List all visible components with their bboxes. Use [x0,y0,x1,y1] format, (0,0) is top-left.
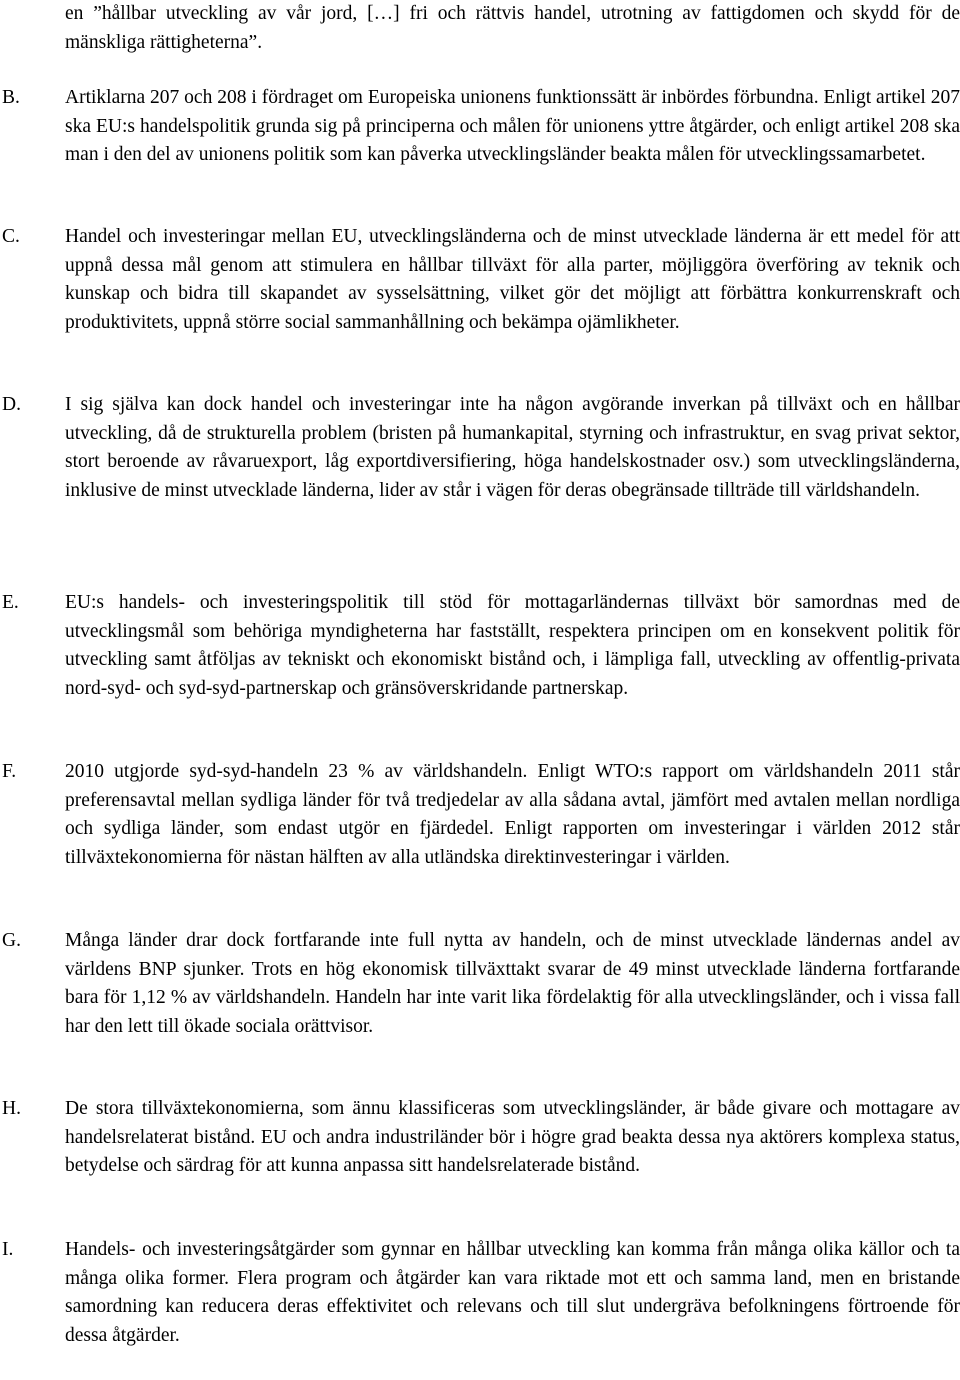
paragraph-text: Handels- och investeringsåtgärder som gynnar en hållbar utveckling kan komma från många olika källor och ta många olika former. Flera program och åtgärder kan vara riktade mot ett och samma land, men en bristande samordning kan reducera deras effektivitet och relevans och till slut undergräva befolkningens förtroende för dessa åtgärder. [65,1239,960,1346]
paragraph-h [0,1095,960,1181]
paragraph-text: Artiklarna 207 och 208 i fördraget om Europeiska unionens funktionssätt är inbördes förbundna. Enligt artikel 207 ska EU:s handelspolitik grunda sig på principerna och målen för unionens yttre åtgärder, och enligt artikel 208 ska man i den del av unionens politik som kan påverka utvecklingsländer beakta målen för utvecklingssamarbetet. [65,87,960,165]
paragraph-b [0,84,960,170]
paragraph-f [0,758,960,872]
paragraph-e [0,589,960,703]
paragraph-text: EU:s handels- och investeringspolitik till stöd för mottagarländernas tillväxt bör samordnas med de utvecklingsmål som behöriga myndigheterna har fastställt, respektera principen om en konsekvent politik för utveckling samt åtföljas av tekniskt och ekonomiskt bistånd och, i lämpliga fall, utveckling av offentlig-privata nord-syd- och syd-syd-partnerskap och gränsöverskridande partnerskap. [65,592,960,699]
paragraph-g [0,927,960,1041]
paragraph-text: Handel och investeringar mellan EU, utvecklingsländerna och de minst utvecklade länderna är ett medel för att uppnå dessa mål genom att stimulera en hållbar tillväxt för alla parter, möjliggöra överföring av teknik och kunskap och bidra till skapandet av sysselsättning, vilket gör det möjligt att förbättra konkurrenskraft och produktivitets, uppnå större social sammanhållning och bekämpa ojämlikheter. [65,226,960,333]
paragraph-text: Många länder drar dock fortfarande inte full nytta av handeln, och de minst utvecklade ländernas andel av världens BNP sjunker. Trots en hög ekonomisk tillväxttakt svarar de 49 minst utvecklade länderna fortfarande bara för 1,12 % av världshandeln. Handeln har inte varit lika fördelaktig för alla utvecklingsländer, och i vissa fall har den lett till ökade sociala orättvisor. [65,930,960,1037]
paragraph-text: 2010 utgjorde syd-syd-handeln 23 % av världshandeln. Enligt WTO:s rapport om världshandeln 2011 står preferensavtal mellan sydliga länder för två tredjedelar av alla sådana avtal, jämfört med avtalen mellan nordliga och sydliga länder, som endast utgör en fjärdedel. Enligt rapporten om investeringar i världen 2012 står tillväxtekonomierna för nästan hälften av alla utländska direktinvesteringar i världen. [65,761,960,868]
paragraph-c [0,223,960,337]
paragraph-text: De stora tillväxtekonomierna, som ännu klassificeras som utvecklingsländer, är både givare och mottagare av handelsrelaterat bistånd. EU och andra industriländer bör i högre grad beakta dessa nya aktörers komplexa status, betydelse och särdrag för att kunna anpassa sitt handelsrelaterade bistånd. [65,1098,960,1176]
paragraph-letter: D. [2,394,21,415]
paragraph-letter: F. [2,761,17,782]
paragraph-continued [0,0,960,57]
paragraph-letter: G. [2,930,21,951]
paragraph-letter: B. [2,87,20,108]
paragraph-i [0,1236,960,1350]
paragraph-letter: I. [2,1239,14,1260]
paragraph-letter: H. [2,1098,21,1119]
paragraph-letter: C. [2,226,20,247]
paragraph-text: I sig själva kan dock handel och investeringar inte ha någon avgörande inverkan på tillväxt och en hållbar utveckling, då de strukturella problem (bristen på humankapital, styrning och infrastruktur, en svag privat sektor, stort beroende av råvaruexport, låg exportdiversifiering, höga handelskostnader osv.) som utvecklingsländerna, inklusive de minst utvecklade länderna, lider av står i vägen för deras obegränsade tillträde till världshandeln. [65,394,960,501]
paragraph-d [0,391,960,505]
paragraph-text: en ”hållbar utveckling av vår jord, […] fri och rättvis handel, utrotning av fattigdomen och skydd för de mänskliga rättigheterna”. [65,3,960,53]
paragraph-letter: E. [2,592,19,613]
